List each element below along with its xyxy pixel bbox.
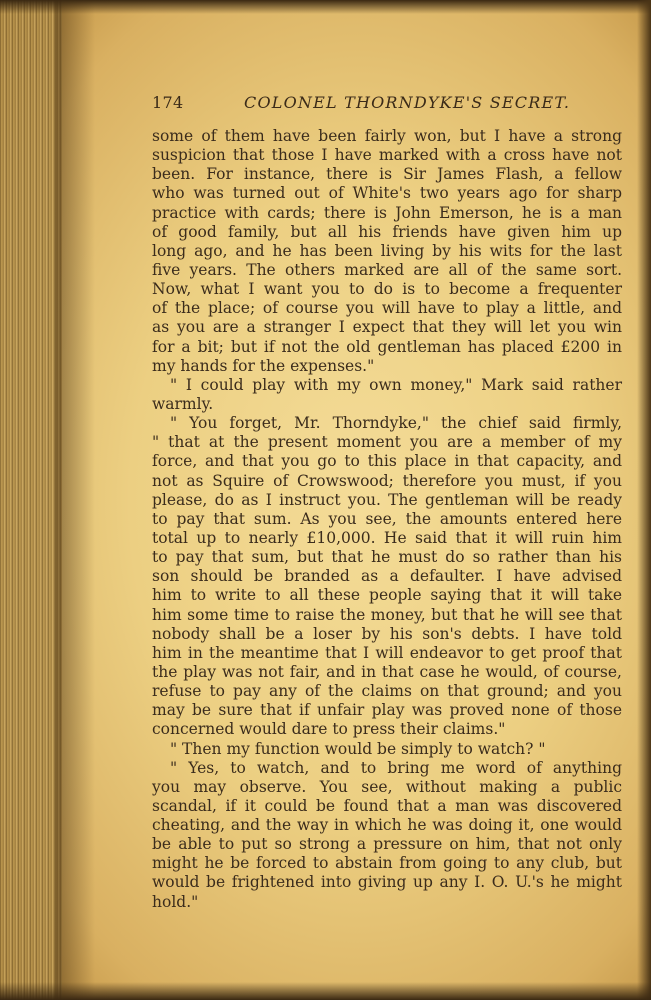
bottom-edge: [0, 982, 651, 1000]
text-line: may be sure that if unfair play was proved none of those: [152, 701, 622, 720]
text-line: hold.": [152, 892, 199, 911]
text-line: would be frightened into giving up any I. O. U.'s he might: [152, 873, 622, 892]
text-line: concerned would dare to press their claims.": [152, 720, 506, 739]
text-line: my hands for the expenses.": [152, 356, 375, 375]
text-line: be able to put so strong a pressure on him, that not only: [152, 835, 622, 854]
page-stack-edge: [0, 0, 62, 1000]
text-line: refuse to pay any of the claims on that ground; and you: [152, 682, 622, 701]
text-line: warmly.: [152, 394, 214, 413]
text-line: been. For instance, there is Sir James Flash, a fellow: [152, 165, 622, 184]
text-line: him to write to all these people saying that it will take: [152, 586, 622, 605]
text-line: five years. The others marked are all of the same sort.: [152, 260, 622, 279]
text-line: " I could play with my own money," Mark said rather: [170, 375, 622, 394]
text-line: of the place; of course you will have to play a little, and: [152, 299, 622, 318]
text-line: " that at the present moment you are a member of my: [152, 433, 622, 452]
text-line: for a bit; but if not the old gentleman has placed £200 in: [152, 337, 622, 356]
text-line: to pay that sum. As you see, the amounts entered here: [152, 509, 622, 528]
text-line: please, do as I instruct you. The gentleman will be ready: [152, 490, 622, 509]
text-line: as you are a stranger I expect that they will let you win: [152, 318, 622, 337]
text-line: who was turned out of White's two years ago for sharp: [152, 184, 622, 203]
text-line: " Yes, to watch, and to bring me word of anything: [170, 758, 622, 777]
text-line: Now, what I want you to do is to become a frequenter: [152, 280, 622, 299]
text-line: son should be branded as a defaulter. I have advised: [152, 567, 622, 586]
text-line: of good family, but all his friends have given him up: [152, 222, 622, 241]
top-edge: [0, 0, 651, 14]
text-line: some of them have been fairly won, but I have a strong: [152, 127, 622, 145]
text-line: long ago, and he has been living by his wits for the last: [152, 241, 622, 260]
text-line: not as Squire of Crowswood; therefore you must, if you: [152, 471, 622, 490]
text-line: cheating, and the way in which he was doing it, one would: [152, 816, 622, 835]
body-text: [152, 127, 622, 912]
text-line: might he be forced to abstain from going to any club, but: [152, 854, 622, 873]
text-line: the play was not fair, and in that case he would, of course,: [152, 662, 622, 681]
page-number: 174: [152, 93, 184, 112]
text-line: you may observe. You see, without making a public: [152, 777, 622, 796]
running-title: COLONEL THORNDYKE'S SECRET.: [244, 93, 571, 112]
text-line: to pay that sum, but that he must do so rather than his: [152, 548, 622, 567]
text-line: him some time to raise the money, but that he will see that: [152, 605, 622, 624]
text-line: suspicion that those I have marked with a cross have not: [152, 146, 622, 165]
gutter-shadow: [55, 0, 95, 1000]
text-line: force, and that you go to this place in that capacity, and: [152, 452, 622, 471]
right-edge: [637, 0, 651, 1000]
text-line: " You forget, Mr. Thorndyke," the chief said firmly,: [170, 414, 622, 433]
text-line: nobody shall be a loser by his son's debts. I have told: [152, 624, 622, 643]
text-line: practice with cards; there is John Emerson, he is a man: [152, 203, 622, 222]
text-line: him in the meantime that I will endeavor to get proof that: [152, 643, 622, 662]
text-line: scandal, if it could be found that a man was discovered: [152, 796, 622, 815]
text-line: " Then my function would be simply to watch? ": [170, 739, 546, 758]
text-line: total up to nearly £10,000. He said that it will ruin him: [152, 528, 622, 547]
